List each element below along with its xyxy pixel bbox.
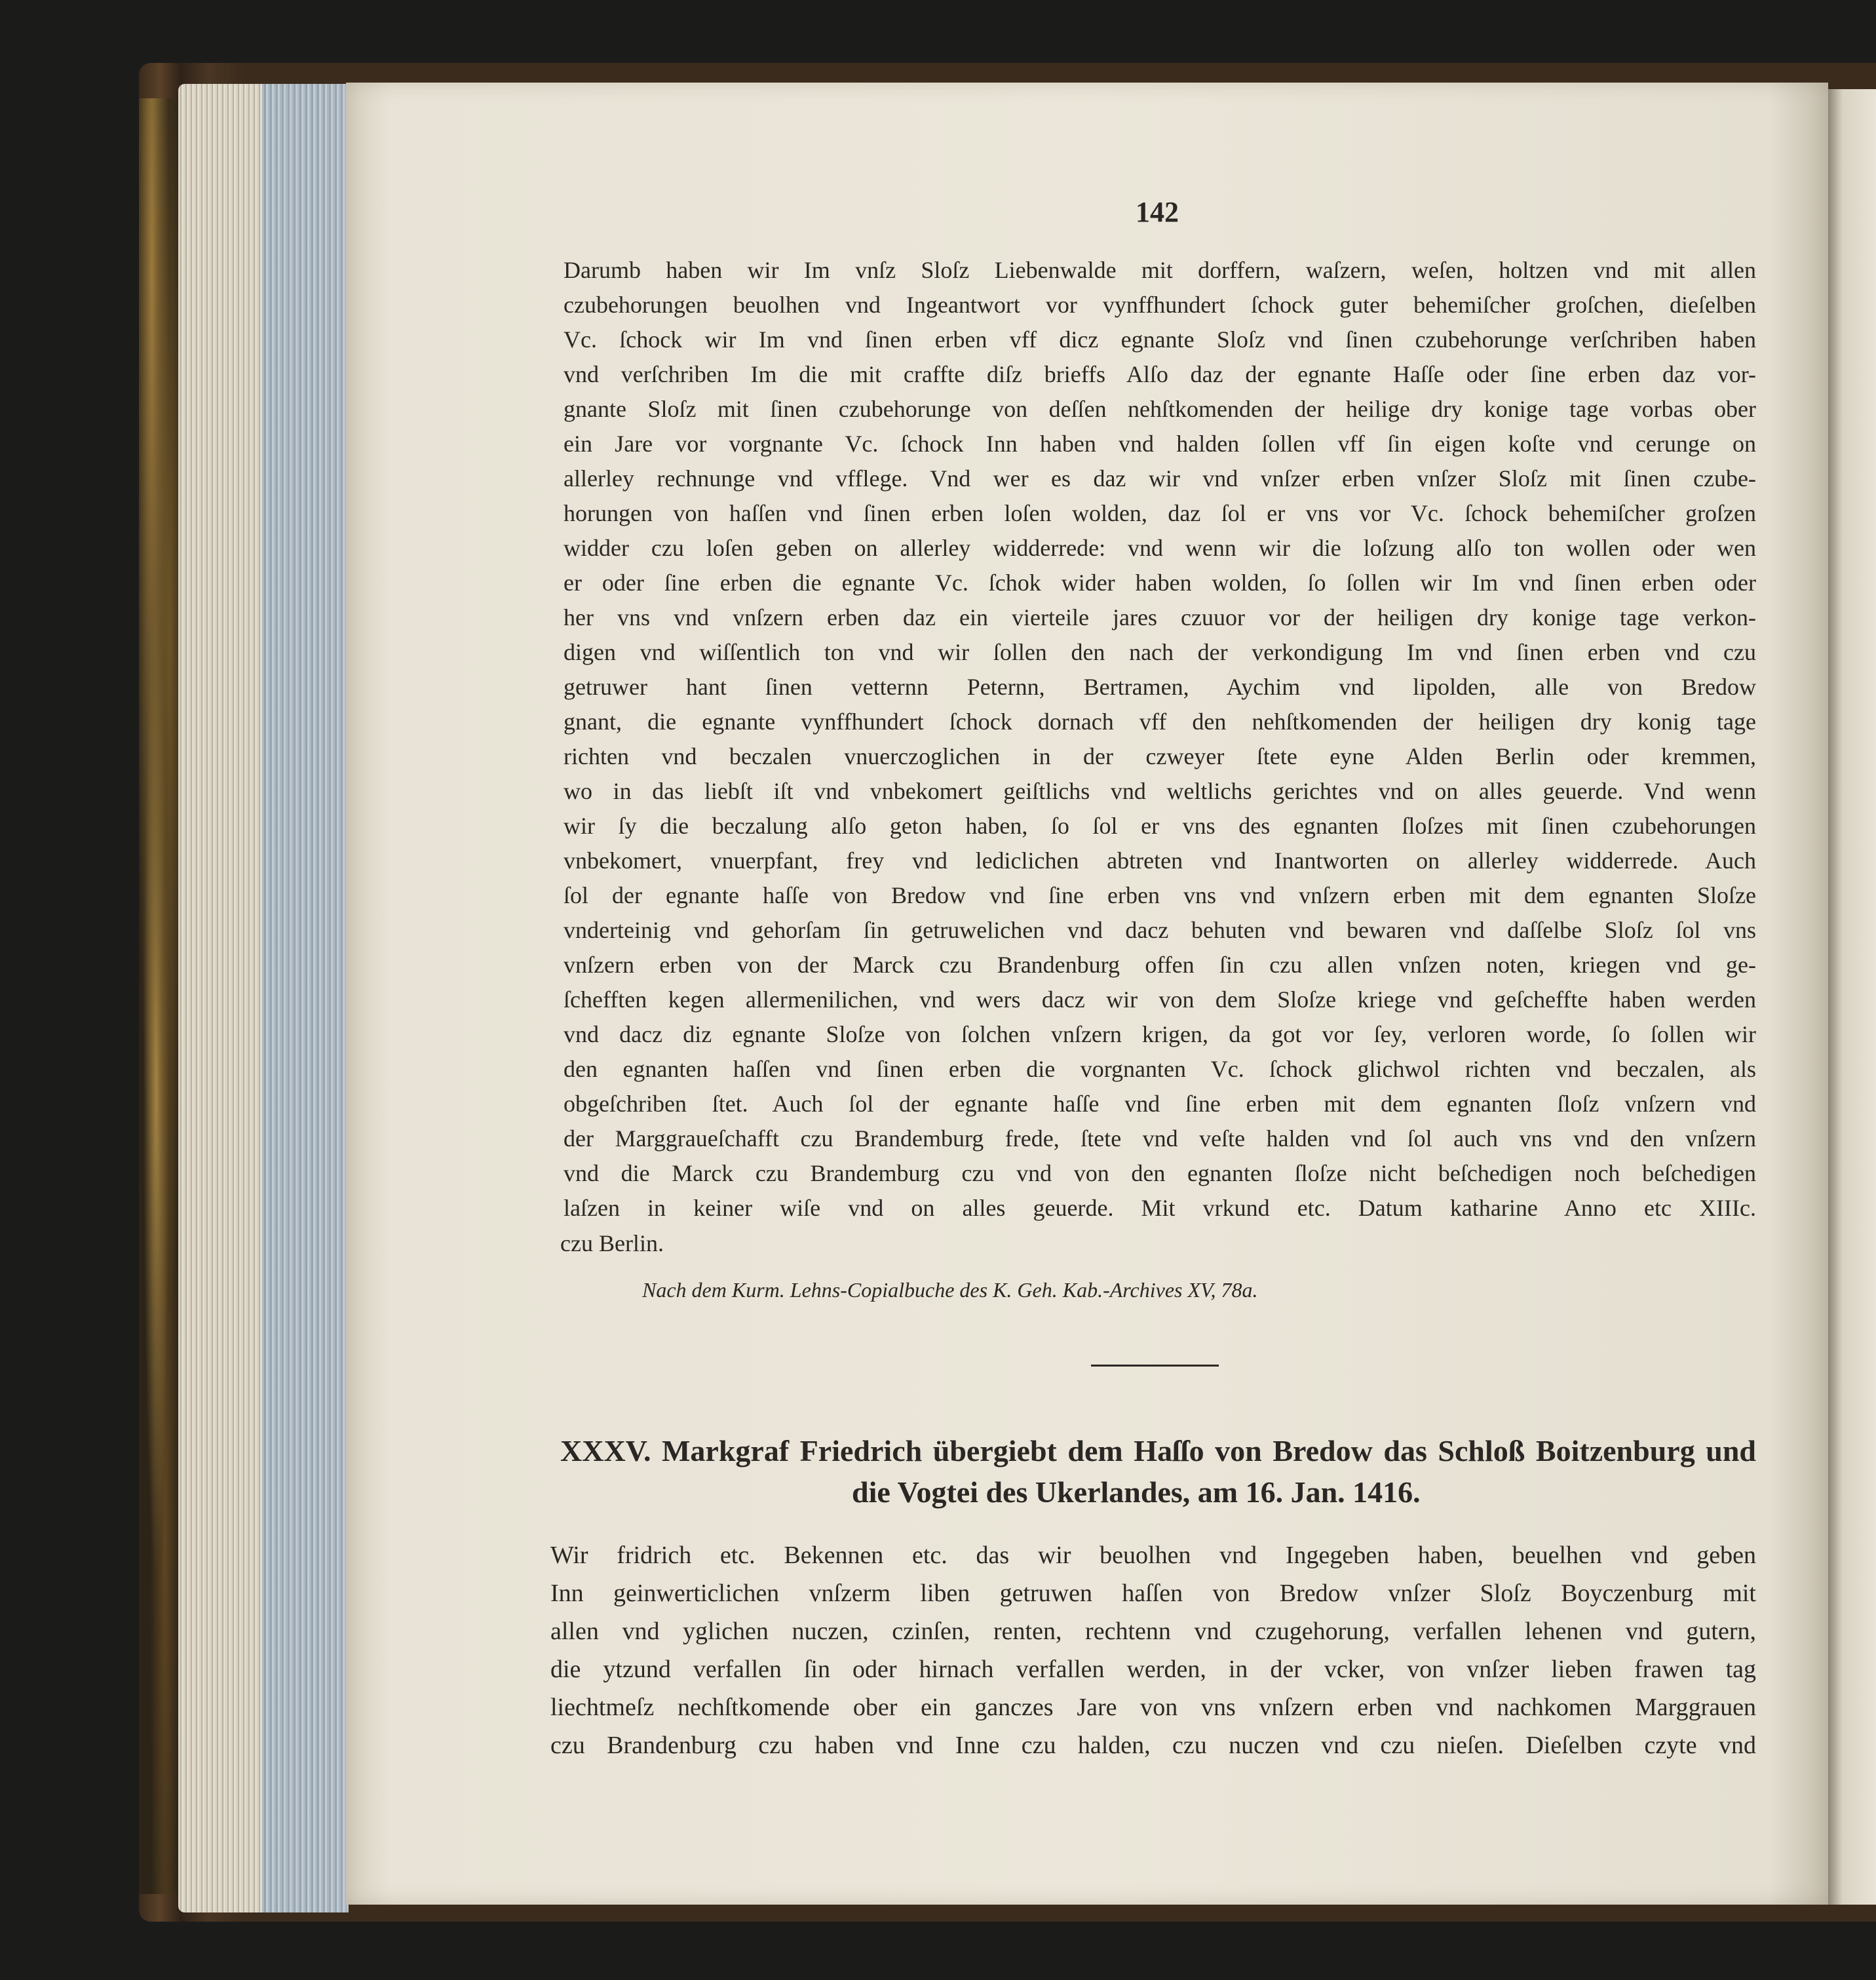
- text-line: ſol der egnante haſſe von Bredow vnd ſine erben vns vnd vnſzern erben mit dem egnanten Sloſze: [564, 882, 1756, 908]
- body-line: Inn geinwerticlichen vnſzerm liben getruwen haſſen von Bredow vnſzer Sloſz Boyczenburg mit: [550, 1580, 1756, 1607]
- text-line: er oder ſine erben die egnante Vc. ſchok wider haben wolden, ſo ſollen wir Im vnd ſinen erben oder: [564, 570, 1756, 596]
- text-line: vnd dacz diz egnante Sloſze von ſolchen vnſzern krigen, da got vor ſey, verloren worde, ſo ſollen wir: [564, 1021, 1756, 1047]
- text-line: gnant, die egnante vynffhundert ſchock dornach vff den nehſtkomenden der heiligen dry konig tage: [564, 709, 1756, 735]
- text-line: ein Jare vor vorgnante Vc. ſchock Inn haben vnd halden ſollen vff ſin eigen koſte vnd cerunge on: [564, 431, 1756, 457]
- text-line: vnbekomert, vnuerpfant, frey vnd ledіclichen abtreten vnd Inantworten on allerley widderrede. Auch: [564, 847, 1756, 874]
- blue-page-edge: [262, 84, 347, 1912]
- text-line: richten vnd beczalen vnuerczoglichen in der czweyer ſtete eyne Alden Berlin oder kremmen,: [564, 743, 1756, 769]
- page-number: 142: [1136, 196, 1179, 228]
- text-line: laſzen in keiner wiſe vnd on alles geuerde. Mit vrkund etc. Datum katharine Anno etc XIIIc.: [564, 1195, 1756, 1221]
- body-line: Wir fridrich etc. Bekennen etc. das wir beuolhen vnd Ingegeben haben, beuelhen vnd geben: [550, 1542, 1756, 1569]
- text-line: vnderteinig vnd gehorſam ſin getruwelichen vnd dacz behuten vnd bewaren vnd daſſelbe Sloſz ſol vns: [564, 917, 1756, 943]
- text-line: czubehorungen beuolhen vnd Ingeantwort vor vynffhundert ſchock guter behemiſcher groſchen, dieſelben: [564, 292, 1756, 318]
- text-line: den egnanten haſſen vnd ſinen erben die vorgnanten Vc. ſchock glichwol richten vnd beczalen, als: [564, 1056, 1756, 1082]
- text-line: der Marggraueſchafft czu Brandemburg frede, ſtete vnd veſte halden vnd ſol auch vns vnd den vnſzern: [564, 1125, 1756, 1152]
- text-line: digen vnd wiſſentlich ton vnd wir ſollen den nach der verkondigung Im vnd ſinen erben vnd czu: [564, 639, 1756, 665]
- text-line: vnſzern erben von der Marck czu Brandenburg offen ſin czu allen vnſzen noten, kriegen vnd ge-: [564, 952, 1756, 978]
- body-line: czu Brandenburg czu haben vnd Inne czu halden, czu nuczen vnd czu nieſen. Dieſelben czyte vnd: [550, 1732, 1756, 1759]
- text-line: obgeſchriben ſtet. Auch ſol der egnante haſſe vnd ſine erben mit dem egnanten ſloſz vnſzern vnd: [564, 1091, 1756, 1117]
- facing-page: [1828, 89, 1876, 1905]
- text-line: vnd die Marck czu Brandemburg czu vnd von den egnanten ſloſze nicht beſchedigen noch beſchedigen: [564, 1160, 1756, 1186]
- text-line: allerley rechnunge vnd vfflege. Vnd wer es daz wir vnd vnſzer erben vnſzer Sloſz mit ſinen czube-: [564, 465, 1756, 492]
- source-note: Nach dem Kurm. Lehns-Copialbuche des K. Geh. Kab.-Archives XV, 78a.: [642, 1278, 1258, 1302]
- text-line: widder czu loſen geben on allerley widderrede: vnd wenn wir die loſzung alſo ton wollen oder wen: [564, 535, 1756, 561]
- body-line: allen vnd yglichen nuczen, czinſen, renten, rechtenn vnd czugehorung, verfallen lehenen vnd gutern,: [550, 1618, 1756, 1645]
- text-line: horungen von haſſen vnd ſinen erben loſen wolden, daz ſol er vns vor Vc. ſchock behemiſcher groſzen: [564, 500, 1756, 526]
- text-line: wo in das liebſt iſt vnd vnbekomert geiſtlichs vnd weltlichs gerichtes vnd on alles geuerde. Vnd wenn: [564, 778, 1756, 804]
- marbled-board: [139, 98, 182, 1894]
- text-line: gnante Sloſz mit ſinen czubehorunge von deſſen nehſtkomenden der heilige dry konige tage vorbas ober: [564, 396, 1756, 422]
- text-line: Vc. ſchock wir Im vnd ſinen erben vff dicz egnante Sloſz vnd ſinen czubehorunge verſchriben haben: [564, 326, 1756, 353]
- body-line: die ytzund verfallen ſin oder hirnach verfallen werden, in der vcker, von vnſzer lieben frawen tag: [550, 1656, 1756, 1683]
- text-line: Darumb haben wir Im vnſz Sloſz Liebenwalde mit dorffern, waſzern, weſen, holtzen vnd mit allen: [564, 257, 1756, 283]
- text-line: ſchefften kegen allermenilichen, vnd wers dacz wir von dem Sloſze kriege vnd geſcheffte haben werden: [564, 986, 1756, 1013]
- body-line: liechtmeſz nechſtkomende ober ein ganczes Jare von vns vnſzern erben vnd nachkomen Marggrauen: [550, 1694, 1756, 1721]
- text-line: getruwer hant ſinen vetternn Peternn, Bertramen, Aychim vnd lipolden, alle von Bredow: [564, 674, 1756, 700]
- text-line: wir ſy die beczalung alſo geton haben, ſo ſol er vns des egnanten ſloſzes mit ſinen czubehorungen: [564, 813, 1756, 839]
- section-heading-line2: die Vogtei des Ukerlandes, am 16. Jan. 1416.: [852, 1475, 1421, 1509]
- section-heading: XXXV. Markgraf Friedrich übergiebt dem Haſſo von Bredow das Schloß Boitzenburg und: [560, 1434, 1756, 1467]
- text-line-last: czu Berlin.: [560, 1230, 664, 1256]
- text-line: her vns vnd vnſzern erben daz ein vierteile jares czuuor vor der heiligen dry konige tage verkon-: [564, 604, 1756, 631]
- text-line: vnd verſchriben Im die mit craffte diſz brieffs Alſo daz der egnante Haſſe oder ſine erben daz vor-: [564, 361, 1756, 387]
- section-divider: [1091, 1365, 1219, 1367]
